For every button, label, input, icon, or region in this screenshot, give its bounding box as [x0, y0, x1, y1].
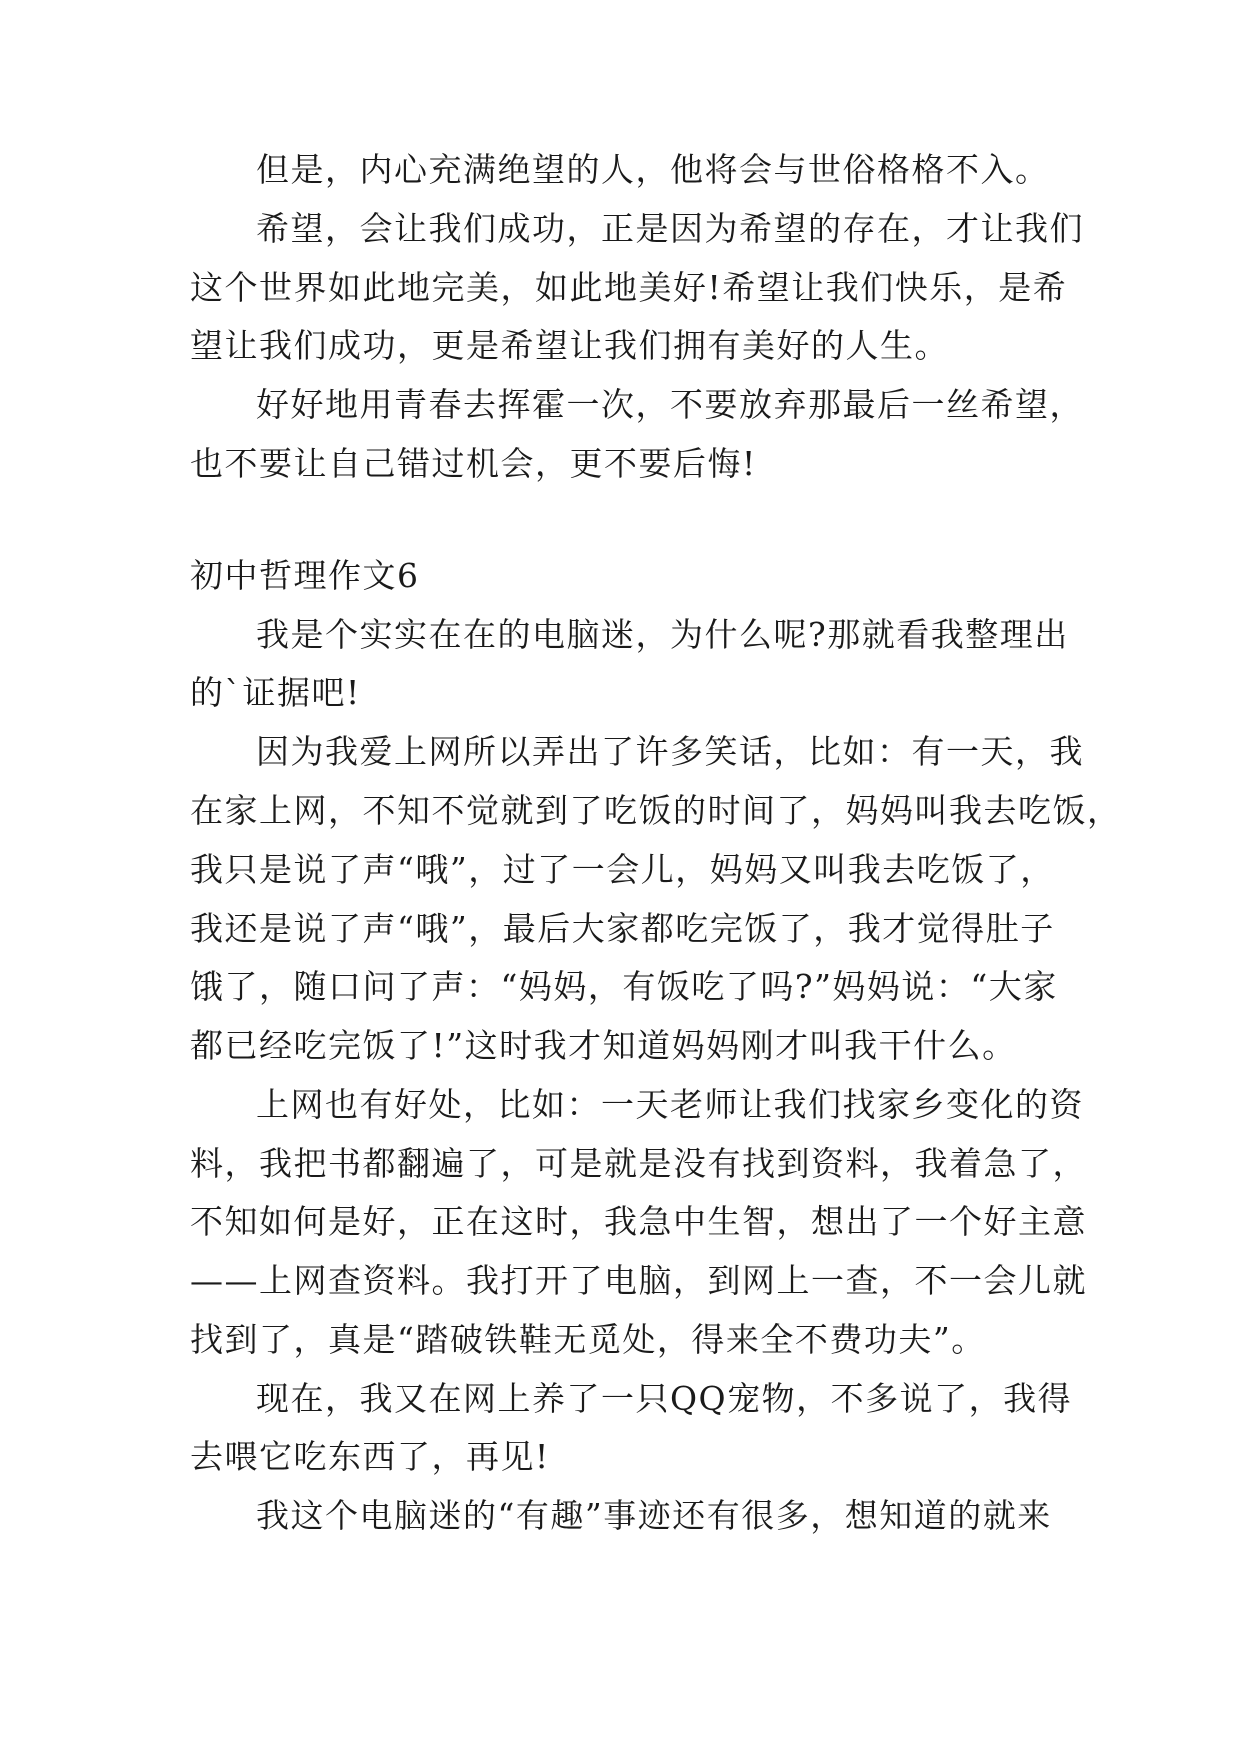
paragraph-line: 也不要让自己错过机会，更不要后悔! [190, 444, 757, 483]
paragraph-line: 我这个电脑迷的“有趣”事迹还有很多，想知道的就来 [256, 1496, 1052, 1535]
paragraph-line: 找到了，真是“踏破铁鞋无觅处，得来全不费功夫”。 [190, 1320, 986, 1359]
paragraph-line: 好好地用青春去挥霍一次，不要放弃那最后一丝希望， [256, 385, 1084, 424]
paragraph-line: 因为我爱上网所以弄出了许多笑话，比如：有一天，我 [256, 732, 1084, 771]
paragraph-line: 在家上网，不知不觉就到了吃饭的时间了，妈妈叫我去吃饭， [190, 791, 1122, 830]
paragraph-line: 料，我把书都翻遍了，可是就是没有找到资料，我着急了， [190, 1144, 1087, 1183]
paragraph-line: 我只是说了声“哦”，过了一会儿，妈妈又叫我去吃饭了， [190, 850, 1055, 889]
paragraph-line: 现在，我又在网上养了一只QQ宠物，不多说了，我得 [256, 1379, 1073, 1418]
paragraph-line: 去喂它吃东西了，再见! [190, 1437, 550, 1476]
paragraph-line: 饿了，随口问了声：“妈妈，有饭吃了吗?”妈妈说：“大家 [190, 967, 1058, 1006]
paragraph-line: 我还是说了声“哦”，最后大家都吃完饭了，我才觉得肚子 [190, 909, 1055, 948]
paragraph-line: 希望，会让我们成功，正是因为希望的存在，才让我们 [256, 209, 1084, 248]
paragraph-line: ——上网查资料。我打开了电脑，到网上一查，不一会儿就 [190, 1261, 1087, 1300]
paragraph-line: 不知如何是好，正在这时，我急中生智，想出了一个好主意 [190, 1202, 1087, 1241]
paragraph-line: 望让我们成功，更是希望让我们拥有美好的人生。 [190, 326, 949, 365]
paragraph-line: 都已经吃完饭了!”这时我才知道妈妈刚才叫我干什么。 [190, 1026, 1017, 1065]
paragraph-line: 上网也有好处，比如：一天老师让我们找家乡变化的资 [256, 1085, 1084, 1124]
paragraph-line: 的`证据吧! [190, 673, 361, 712]
section-title: 初中哲理作文6 [190, 556, 420, 595]
paragraph-line: 这个世界如此地完美，如此地美好!希望让我们快乐，是希 [190, 268, 1068, 307]
paragraph-line: 但是，内心充满绝望的人，他将会与世俗格格不入。 [256, 150, 1050, 189]
paragraph-line: 我是个实实在在的电脑迷，为什么呢?那就看我整理出 [256, 615, 1069, 654]
